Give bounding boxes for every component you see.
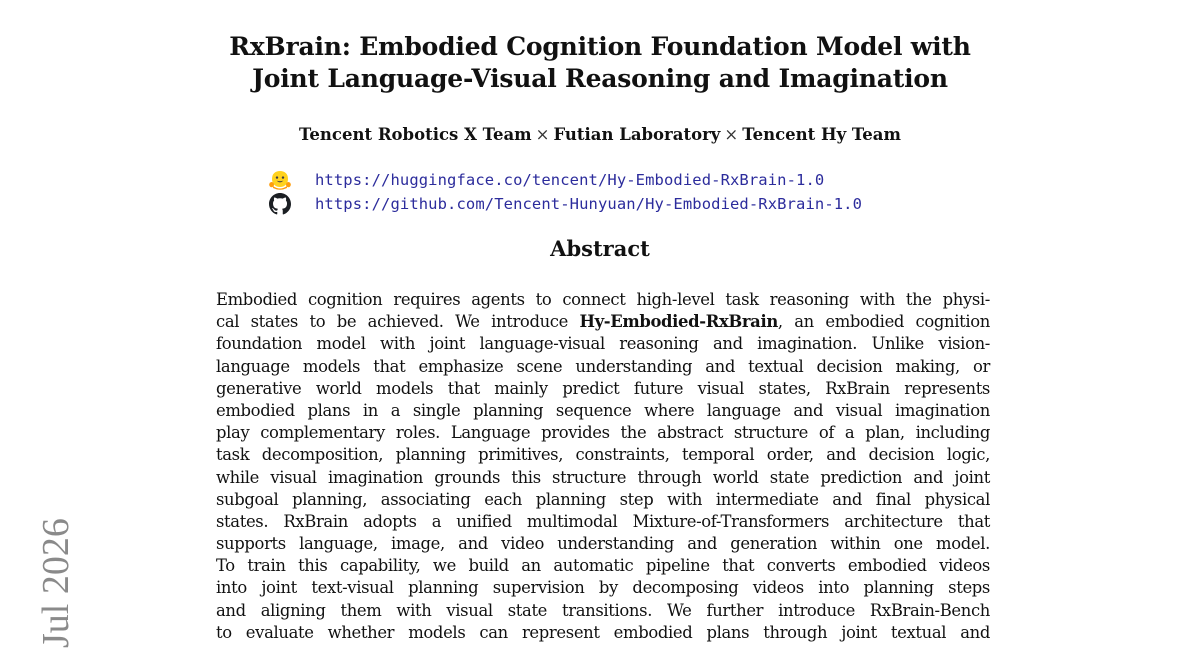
title-line-2: Joint Language-Visual Reasoning and Imagination [252,64,948,93]
author-separator: × [724,125,739,144]
huggingface-link-row [268,168,862,192]
author-line [0,124,1200,146]
abstract-line: language models that emphasize scene understanding and textual decision making, or [216,356,990,376]
abstract-line: and aligning them with visual state transitions. We further introduce RxBrain-Bench [216,600,990,620]
github-url[interactable]: https://github.com/Tencent-Hunyuan/Hy-Embodied-RxBrain-1.0 [315,195,863,213]
abstract-line: generative world models that mainly predict future visual states, RxBrain represents [216,378,990,398]
abstract-line: into joint text-visual planning supervision by decomposing videos into planning steps [216,578,990,598]
author-separator: × [535,125,550,144]
abstract-line [216,311,990,333]
abstract-line: play complementary roles. Language provides the abstract structure of a plan, including [216,423,990,443]
model-name: Hy-Embodied-RxBrain [579,312,778,332]
paper-title [0,31,1200,95]
github-link-row [268,192,862,216]
abstract-line: foundation model with joint language-visual reasoning and imagination. Unlike vision- [216,334,990,354]
abstract-line: subgoal planning, associating each planning step with intermediate and final physical [216,489,990,509]
arxiv-side-date: Jul 2026 [35,518,77,648]
abstract-text: , an embodied cognition [777,312,990,332]
resource-links [268,168,862,216]
abstract-heading: Abstract [550,236,650,261]
author-team-1: Tencent Robotics X Team [299,125,532,144]
huggingface-url[interactable]: https://huggingface.co/tencent/Hy-Embodied-RxBrain-1.0 [315,171,825,189]
abstract-line: supports language, image, and video understanding and generation within one model. [216,534,990,554]
huggingface-icon [268,169,292,191]
abstract-line: task decomposition, planning primitives, constraints, temporal order, and decision logic, [216,445,990,465]
abstract-text: cal states to be achieved. We introduce [216,312,580,332]
github-icon [268,193,292,215]
abstract-line: Embodied cognition requires agents to connect high-level task reasoning with the physi- [216,290,990,309]
title-line-1: RxBrain: Embodied Cognition Foundation Model with [229,32,971,61]
abstract-line: embodied plans in a single planning sequence where language and visual imagination [216,400,990,420]
author-team-2: Futian Laboratory [553,125,721,144]
author-team-3: Tencent Hy Team [742,125,901,144]
abstract-line: states. RxBrain adopts a unified multimodal Mixture-of-Transformers architecture that [216,511,990,531]
abstract-line: To train this capability, we build an automatic pipeline that converts embodied videos [216,556,990,576]
abstract-body [216,289,990,644]
abstract-line: while visual imagination grounds this structure through world state prediction and joint [216,467,990,487]
abstract-line: to evaluate whether models can represent embodied plans through joint textual and [216,622,990,642]
